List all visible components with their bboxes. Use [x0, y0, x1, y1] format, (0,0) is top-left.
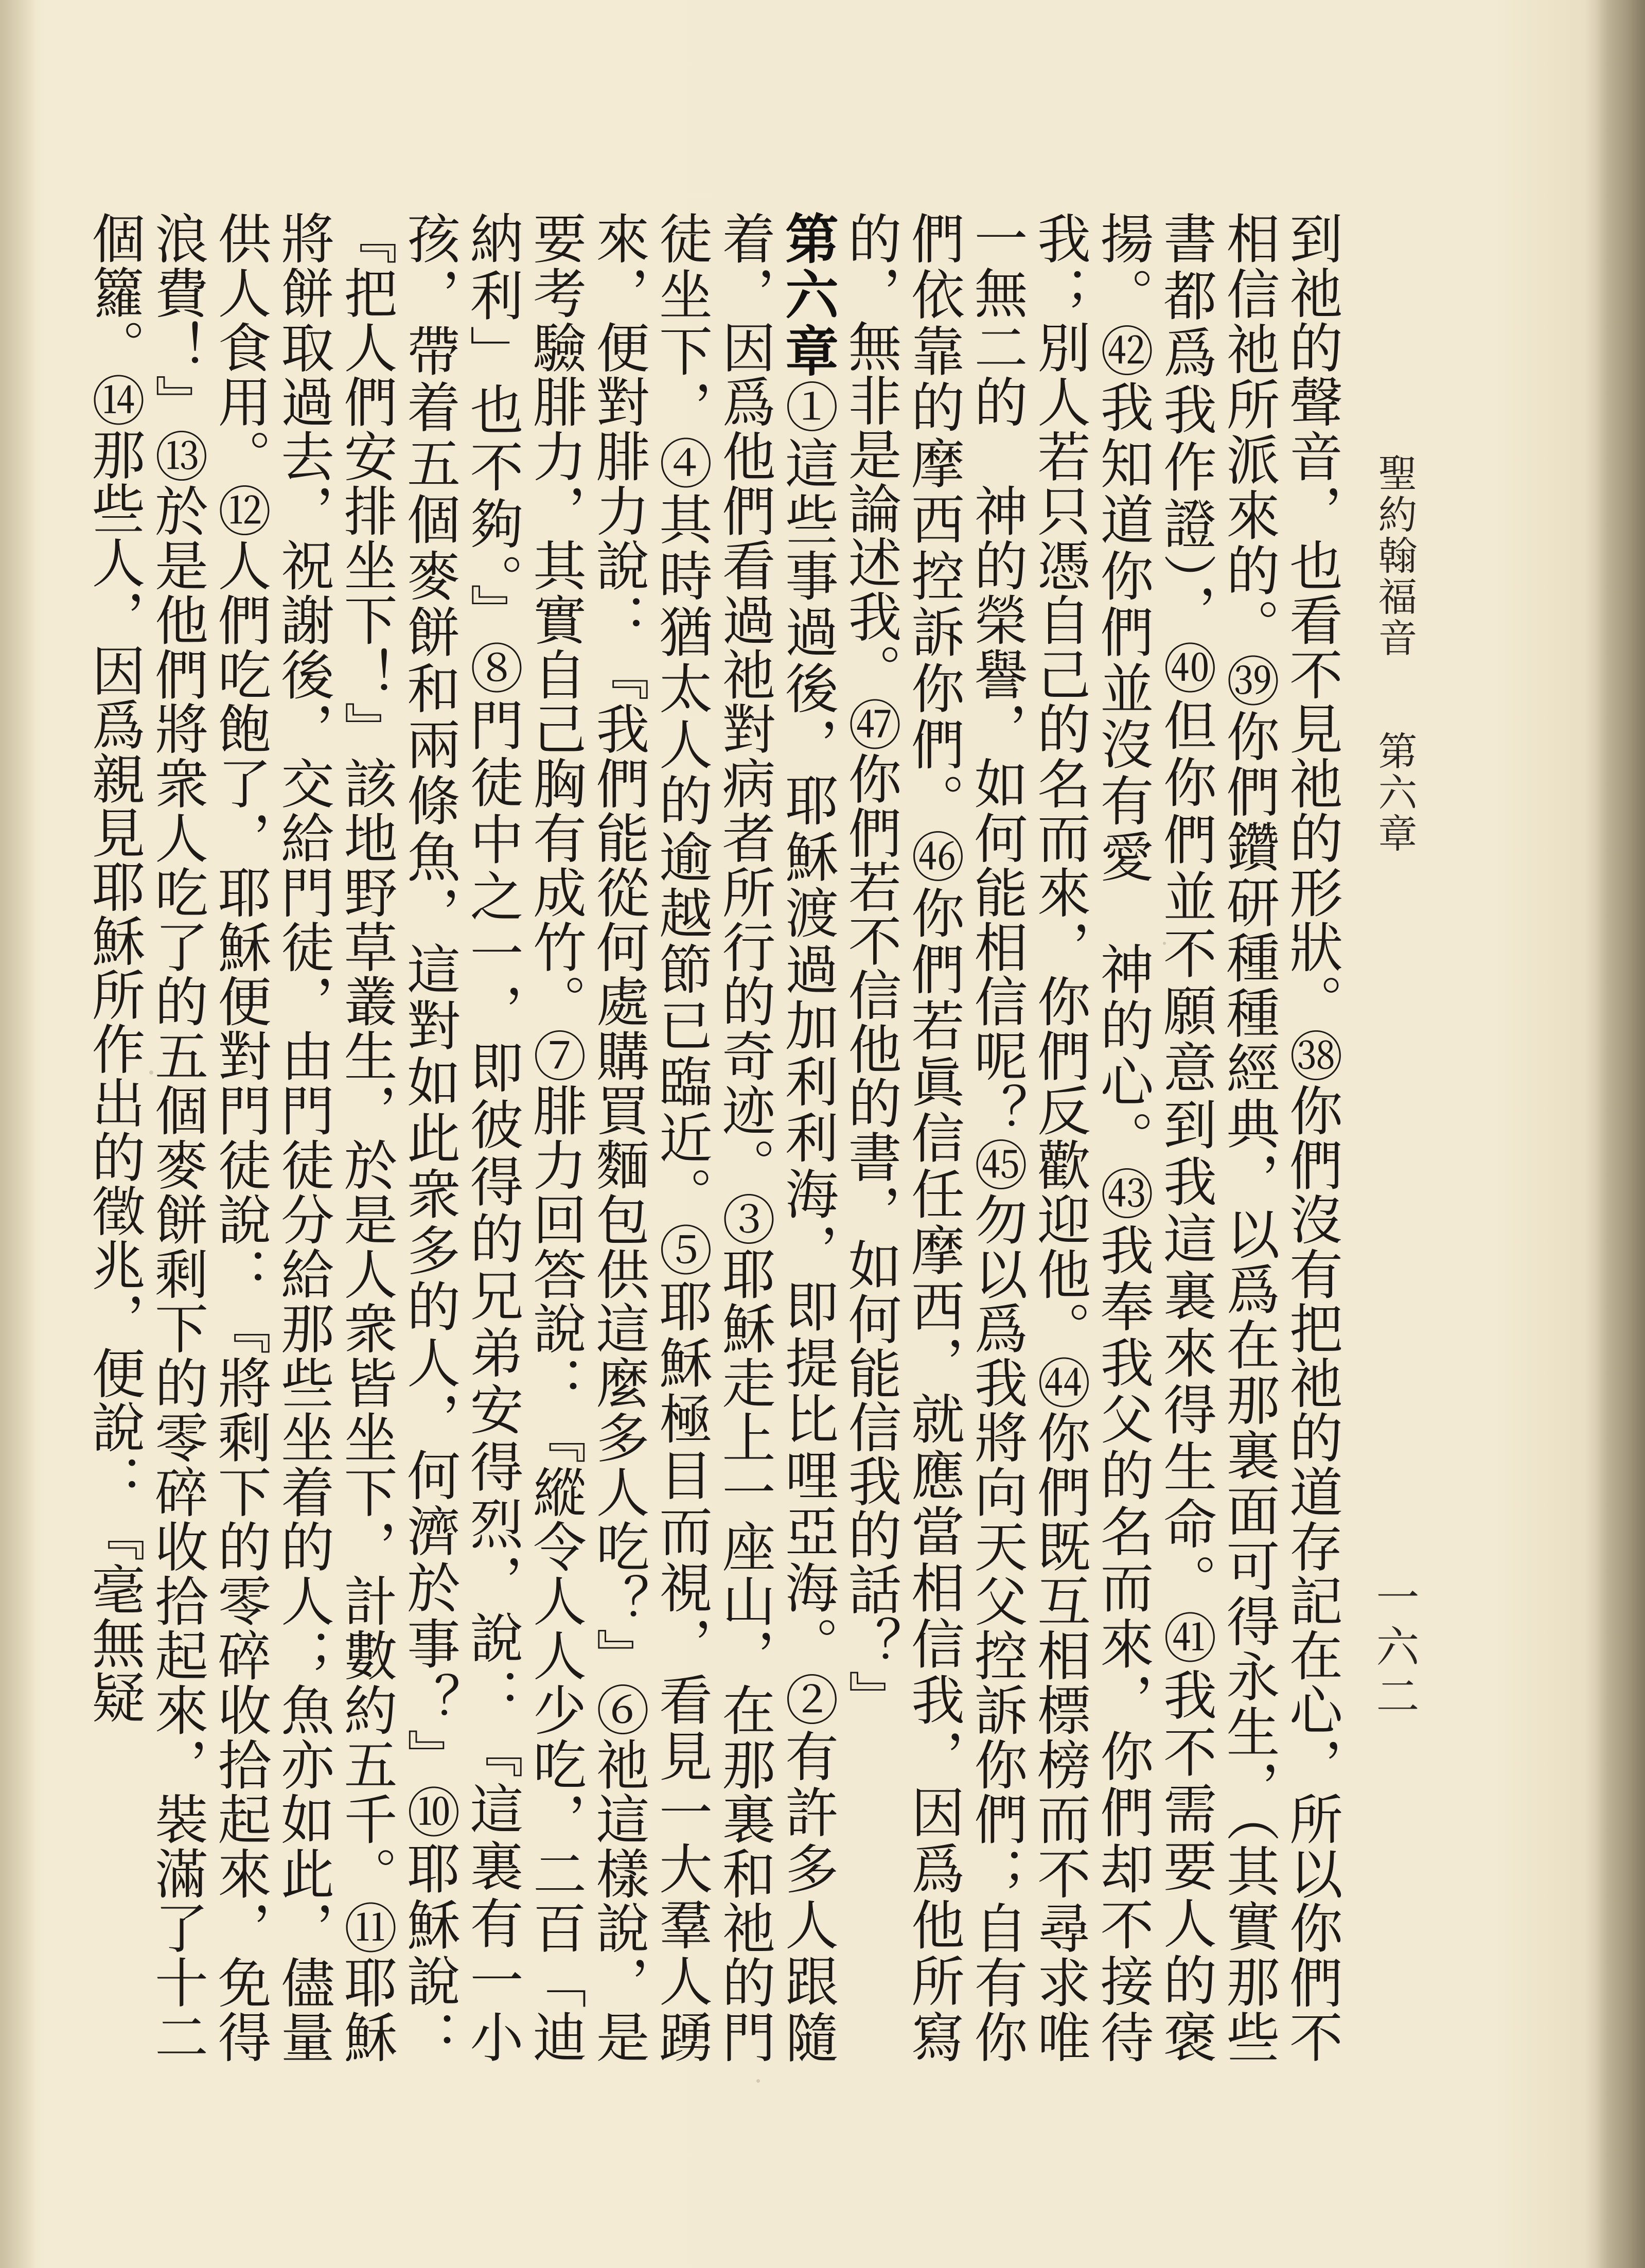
paper-speck: [149, 1070, 153, 1075]
paper-speck: [1163, 942, 1166, 945]
paper-speck: [756, 2079, 760, 2083]
paragraph-chapter-six: ①這些事過後，耶穌渡過加利利海，即提比哩亞海。②有許多人跟隨着，因爲他們看過祂對病者所行的奇迹。③耶穌走上一座山，在那裏和祂的門徒坐下，④其時猶太人的逾越節已臨近。⑤耶穌極目而視，看見一大羣人踴來，便對腓力說：『我們能從何處購買麵包供這麼多人吃？』⑥祂這樣說，是要考驗腓力，其實自己胸有成竹。⑦腓力回答說：『縱令人人少吃，二百「迪納利」也不夠。』⑧門徒中之一，即彼得的兄弟安得烈，說：『這裏有一小孩，帶着五個麥餅和兩條魚，這對如此衆多的人，何濟於事？』⑩耶穌說：『把人們安排坐下！』該地野草叢生，於是人衆皆坐下，計數約五千。⑪耶穌將餅取過去，祝謝後，交給門徒，由門徒分給那些坐着的人；魚亦如此，儘量供人食用。⑫人們吃飽了，耶穌便對門徒說：『將剩下的零碎收拾起來，免得浪費！』⑬於是他們將衆人吃了的五個麥餅剩下的零碎收拾起來，裝滿了十二個籮。⑭那些人，因爲親見耶穌所作出的徵兆，便說：『毫無疑: [82, 211, 839, 2064]
page-number: 一六二: [1369, 1575, 1420, 1723]
paragraph-continued: 到祂的聲音，也看不見祂的形狀。㊳你們沒有把祂的道存記在心，所以你們不相信祂所派來的。㊴你們鑽研種種經典，以爲在那裏面可得永生，（其實那些書都爲我作證），㊵但你們並不願意到我這裏來得生命。㊶我不需要人的褒揚。㊷我知道你們並沒有愛 神的心。㊸我奉我父的名而來，你們却不接待我；別人若只憑自己的名而來，你們反歡迎他。㊹你們既互相標榜而不尋求唯一無二的 神的榮譽，如何能相信呢？㊺勿以爲我將向天父控訴你們；自有你們依靠的摩西控訴你們。㊻你們若眞信任摩西，就應當相信我，因爲他所寫的，無非是論述我。㊼你們若不信他的書，如何能信我的話？』: [839, 211, 1343, 2064]
running-head-chapter: 第六章: [1372, 731, 1418, 854]
running-head-book-title: 聖約翰福音: [1372, 453, 1418, 659]
page-left-edge: [0, 0, 36, 2268]
chapter-heading: 第六章: [776, 211, 839, 380]
binding-shadow: [1596, 0, 1645, 2268]
chapter-six-paragraph: [82, 211, 839, 2064]
body-text: [82, 211, 1343, 2064]
